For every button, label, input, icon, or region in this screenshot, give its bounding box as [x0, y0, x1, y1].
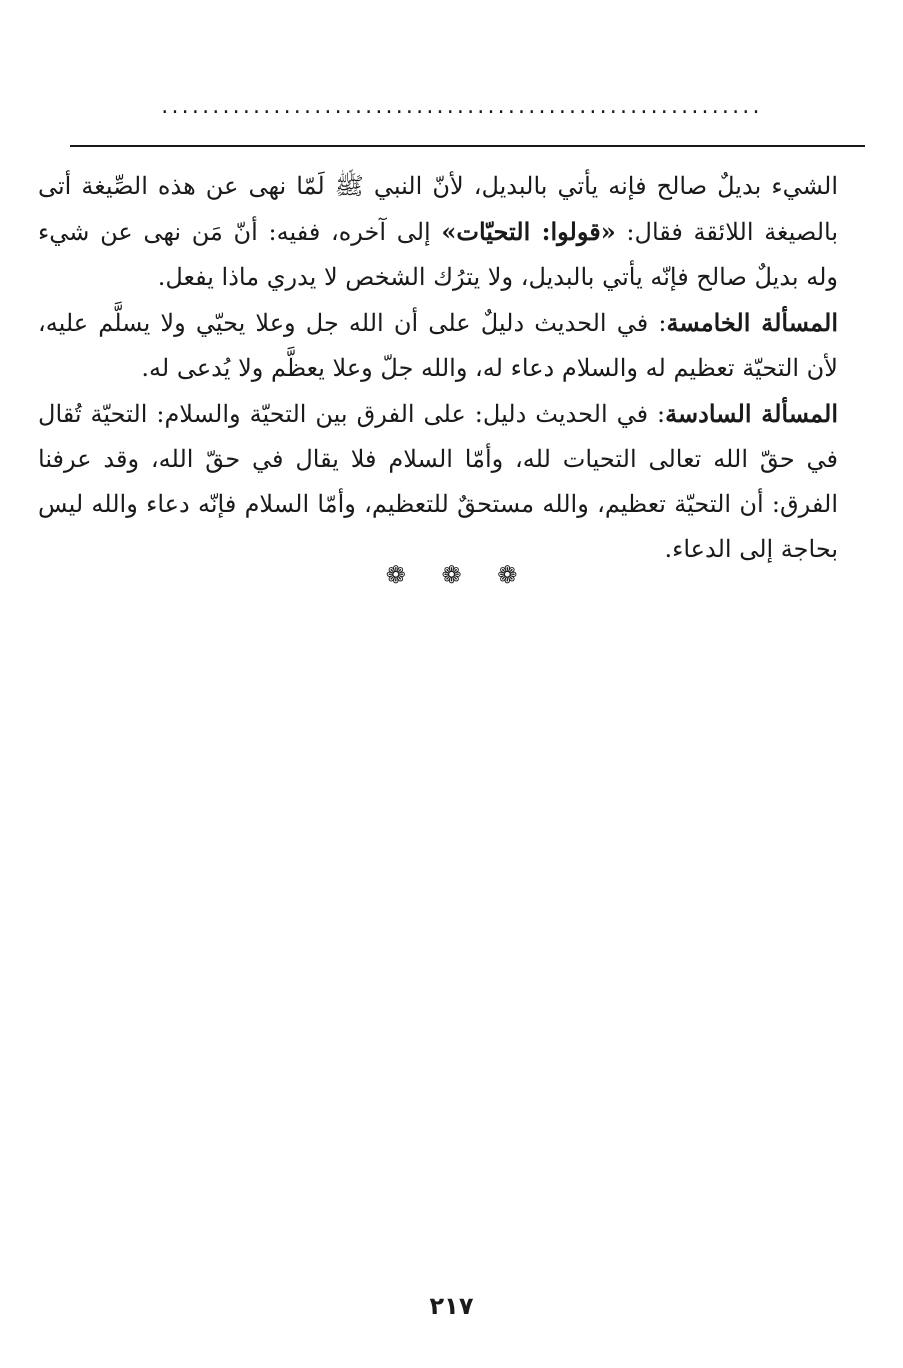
paragraph-3-heading: المسألة السادسة [665, 399, 838, 428]
flower-ornament-icon: ❁ [497, 561, 518, 589]
flower-ornament-icon: ❁ [385, 561, 406, 589]
paragraph-2-heading: المسألة الخامسة [666, 308, 838, 337]
flower-ornament-icon: ❁ [441, 561, 462, 589]
page-number: ٢١٧ [429, 1292, 474, 1320]
paragraph-1-text-end: إلى آخره، ففيه: أنّ مَن نهى عن شيء وله بديلٌ صالح فإنّه يأتي بالبديل، ولا يترُك الشخص لا يدري ماذا يفعل. [38, 218, 838, 291]
header-dotted-line: ........................................................... [161, 94, 763, 119]
header-rule [70, 145, 865, 147]
paragraph-3 [38, 391, 838, 572]
body-text [38, 164, 838, 572]
paragraph-1 [38, 164, 838, 300]
paragraph-2 [38, 300, 838, 391]
paragraph-1-text-start: الشيء بديلٌ صالح فإنه يأتي بالبديل، لأنّ النبي ﷺ لَمّا نهى عن هذه الصِّيغة أتى بالصيغة اللائقة فقال: [38, 172, 838, 246]
section-divider-ornaments [0, 560, 903, 590]
paragraph-1-quote: «قولوا: التحيّات» [441, 217, 616, 246]
paragraph-2-text: : في الحديث دليلٌ على أن الله جل وعلا يحيّي ولا يسلَّم عليه، لأن التحيّة تعظيم له والسلام دعاء له، والله جلّ وعلا يعظَّم ولا يُدعى له. [38, 309, 838, 382]
paragraph-3-text: : في الحديث دليل: على الفرق بين التحيّة والسلام: التحيّة تُقال في حقّ الله تعالى التحيات لله، وأمّا السلام فلا يقال في حقّ الله، وقد عرفنا الفرق: أن التحيّة تعظيم، والله مستحقٌ للتعظيم، وأمّا السلام فإنّه دعاء والله ليس بحاجة إلى الدعاء. [38, 400, 838, 563]
